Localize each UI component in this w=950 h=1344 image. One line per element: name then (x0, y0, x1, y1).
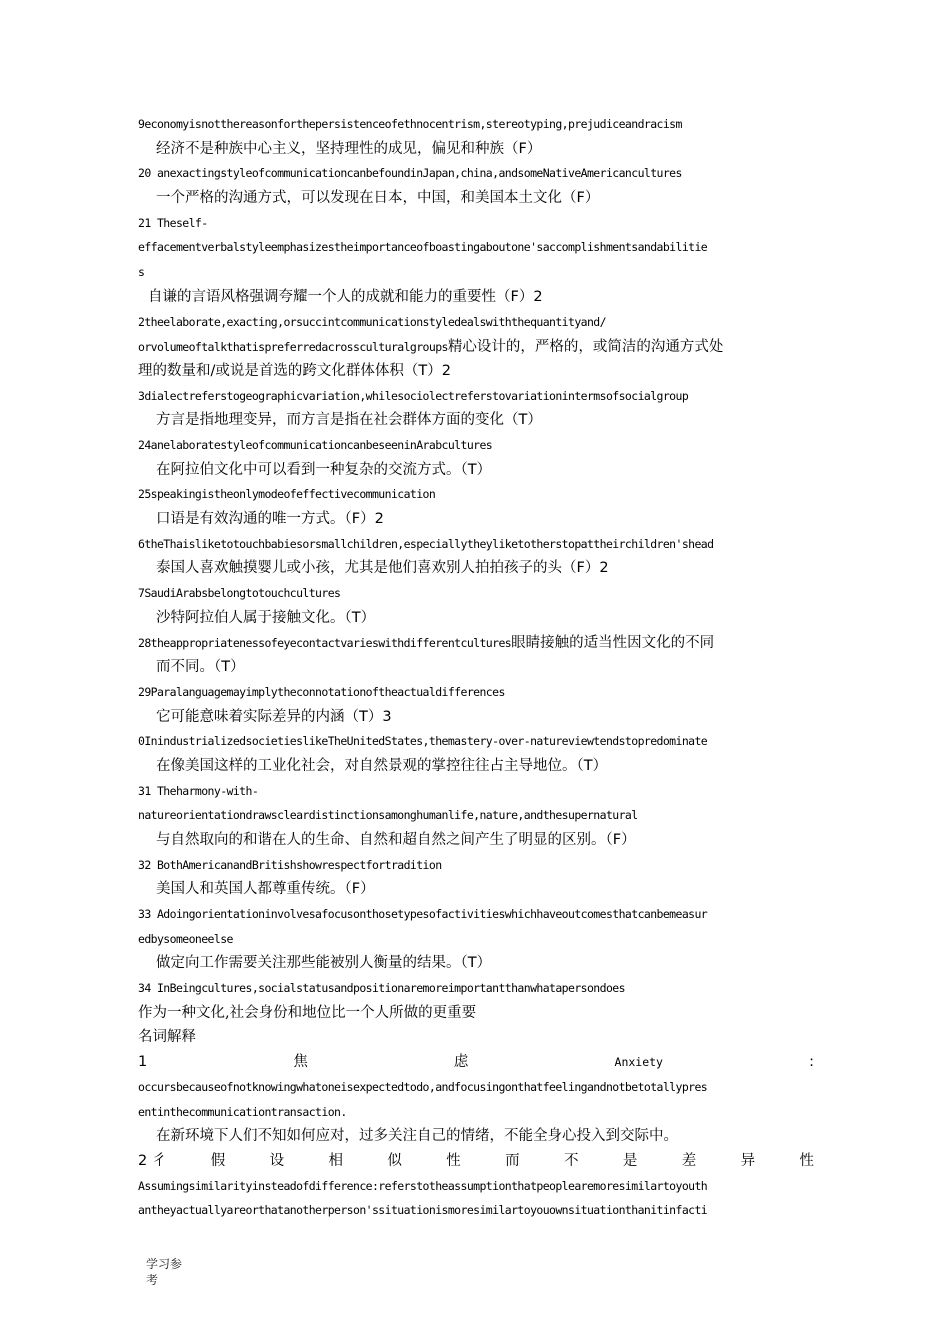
document-body (138, 112, 814, 1223)
term2-part-1: 假 (210, 1152, 226, 1169)
q22-english-line1: 2theelaborate,exacting,orsuccintcommunicationstyledealswiththequantityand/ (138, 314, 606, 329)
q32-chinese: 美国人和英国人都尊重传统。（F） (156, 881, 375, 898)
q29-english: 29Paralanguagemayimplytheconnotationoftheactualdifferences (138, 684, 505, 699)
q22-chinese-line1: 精心设计的，严格的，或简洁的沟通方式处 (447, 339, 724, 356)
term2-part-3: 相 (328, 1152, 343, 1169)
q22-chinese-line2: 理的数量和/或说是首选的跨文化群体体积（T）2 (138, 362, 451, 379)
q26-english: 6theThaisliketotouchbabiesorsmallchildren,especiallytheyliketotherstopattheirchildren'shead (138, 536, 714, 551)
q22-mixed-line (138, 334, 814, 359)
q25-english: 25speakingistheonlymodeofeffectivecommunication (138, 487, 436, 502)
q27-english: 7SaudiArabsbelongtotouchcultures (138, 586, 341, 601)
q28-english: 28theappropriatenessofeyecontactvarieswithdifferentcultures (138, 636, 512, 651)
q32-english: 32 BothAmericanandBritishshowrespectfortradition (138, 857, 442, 872)
q30-chinese: 在像美国这样的工业化社会，对自然景观的掌控往往占主导地位。（T） (156, 757, 608, 774)
term1-definition-line1: occursbecauseofnotknowingwhatoneisexpectedtodo,andfocusingonthatfeelingandnotbetotallypres (138, 1079, 708, 1094)
term1-char2: 虑 (453, 1054, 469, 1071)
q20-english: 20 anexactingstyleofcommunicationcanbefoundinJapan,china,andsomeNativeAmericancultures (138, 166, 682, 181)
q28-chinese-line2: 而不同。（T） (156, 659, 245, 676)
q33-english-line1: 33 Adoingorientationinvolvesafocusonthosetypesofactivitieswhichhaveoutcomesthatcanbemeasur (138, 907, 708, 921)
q24-chinese: 在阿拉伯文化中可以看到一种复杂的交流方式。（T） (156, 461, 492, 478)
term1-english: Anxiety (614, 1055, 663, 1070)
term2-part-9: 差 (681, 1152, 697, 1169)
q19-english: 9economyisnotthereasonforthepersistenceofethnocentrism,stereotyping,prejudiceandracism (138, 117, 682, 131)
term2-part-7: 不 (563, 1152, 579, 1169)
q22-english-line2: orvolumeoftalkthatispreferredacrossculturalgroups (138, 340, 448, 355)
footer-line1: 学习参 (146, 1257, 183, 1271)
term2-heading (138, 1149, 814, 1174)
term1-heading (138, 1050, 814, 1075)
q30-english: 0InindustrializedsocietieslikeTheUnitedStates,themastery-over-natureviewtendstopredominate (138, 734, 708, 749)
term1-colon: : (809, 1054, 814, 1071)
q28-chinese-line1: 眼睛接触的适当性因文化的不同 (511, 635, 715, 652)
q24-english: 24anelaboratestyleofcommunicationcanbeseeninArabcultures (138, 437, 493, 452)
q19-chinese: 经济不是种族中心主义，坚持理性的成见，偏见和种族（F） (156, 140, 542, 157)
q31-english-line1: 31 Theharmony-with- (138, 783, 259, 798)
section-heading-terms: 名词解释 (138, 1029, 196, 1046)
q21-english-line2: effacementverbalstyleemphasizestheimportanceofboastingaboutone'saccomplishmentsandabilitie (138, 240, 708, 255)
term2-part-2: 设 (269, 1152, 285, 1169)
term2-definition-line1: Assumingsimilarityinsteadofdifference:referstotheassumptionthatpeoplearemoresimilartoyouth (138, 1178, 708, 1193)
q26-chinese: 泰国人喜欢触摸婴儿或小孩，尤其是他们喜欢别人拍拍孩子的头（F）2 (156, 560, 609, 577)
term1-number: 1 (138, 1054, 148, 1071)
term2-part-8: 是 (622, 1152, 638, 1169)
term2-part-5: 性 (446, 1152, 461, 1169)
term2-part-0: 2 彳 (138, 1152, 167, 1169)
q21-chinese: 自谦的言语风格强调夸耀一个人的成就和能力的重要性（F）2 (148, 288, 543, 305)
q31-english-line2: natureorientationdrawscleardistinctionsamonghumanlife,nature,andthesupernatural (138, 808, 638, 823)
term1-char1: 焦 (293, 1054, 308, 1071)
term2-part-11: 性 (799, 1152, 814, 1169)
term1-chinese: 在新环境下人们不知如何应对，过多关注自己的情绪，不能全身心投入到交际中。 (156, 1128, 678, 1145)
q28-mixed-line (138, 630, 814, 655)
q23-english: 3dialectreferstogeographicvariation,whilesociolectreferstovariationintermsofsocialgroup (138, 388, 689, 403)
q34-chinese: 作为一种文化,社会身份和地位比一个人所做的更重要 (138, 1004, 477, 1021)
page-footer (146, 1256, 196, 1288)
q33-chinese: 做定向工作需要关注那些能被别人衡量的结果。（T） (156, 955, 492, 972)
q25-chinese: 口语是有效沟通的唯一方式。（F）2 (156, 511, 384, 527)
q21-english-line1: 21 Theself- (138, 215, 208, 230)
q21-english-line3: s (138, 265, 145, 280)
term1-definition-line2: entinthecommunicationtransaction. (138, 1104, 347, 1119)
q34-english: 34 InBeingcultures,socialstatusandpositionaremoreimportantthanwhatapersondoes (138, 981, 625, 996)
q27-chinese: 沙特阿拉伯人属于接触文化。（T） (156, 609, 376, 626)
term2-part-10: 异 (740, 1152, 756, 1169)
q31-chinese: 与自然取向的和谐在人的生命、自然和超自然之间产生了明显的区别。（F） (156, 831, 636, 848)
q23-chinese: 方言是指地理变异，而方言是指在社会群体方面的变化（T） (156, 412, 542, 429)
term2-definition-line2: antheyactuallyareorthatanotherperson'ssituationismoresimilartoyouownsituationthanitinfacti (138, 1203, 708, 1218)
term2-part-4: 似 (387, 1152, 402, 1169)
q33-english-line2: edbysomeoneelse (138, 931, 233, 946)
term2-part-6: 而 (505, 1152, 520, 1169)
footer-line2: 考 (146, 1273, 159, 1287)
q20-chinese: 一个严格的沟通方式，可以发现在日本，中国，和美国本土文化（F） (156, 190, 600, 207)
q29-chinese: 它可能意味着实际差异的内涵（T）3 (156, 708, 392, 725)
